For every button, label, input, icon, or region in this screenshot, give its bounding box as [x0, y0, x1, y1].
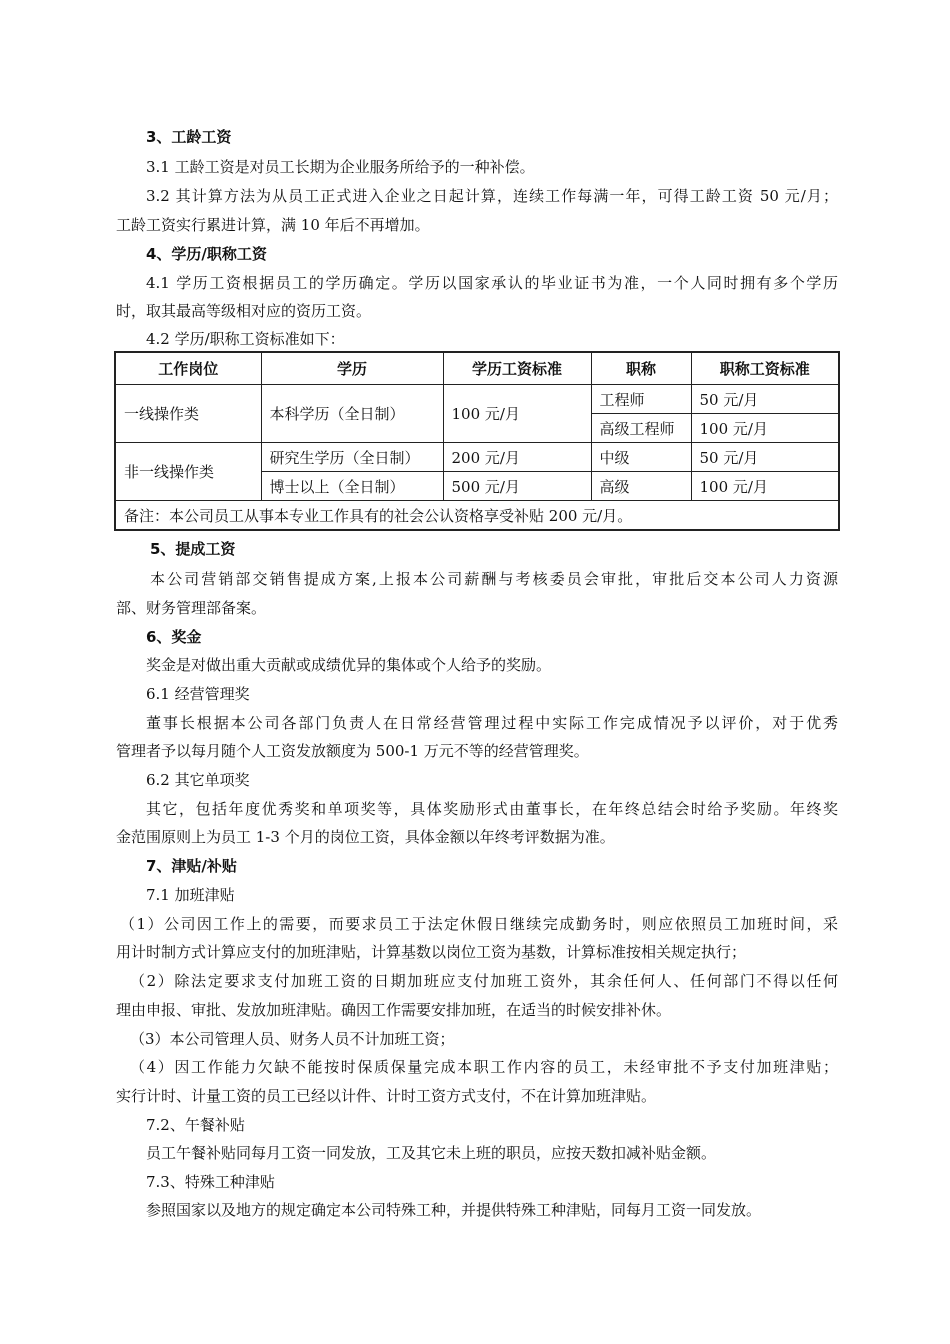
subheading-7-1: 7.1 加班津贴	[146, 886, 235, 904]
paragraph-3-1: 3.1 工龄工资是对员工长期为企业服务所给予的一种补偿。	[146, 158, 535, 176]
item-4-line2: 实行计时、计量工资的员工已经以计件、计时工资方式支付，不在计算加班津贴。	[116, 1087, 657, 1105]
item-1-line2: 用计时制方式计算应支付的加班津贴，计算基数以岗位工资为基数，计算标准按相关规定执行；	[116, 943, 747, 961]
item-1-line1: （1）公司因工作上的需要，而要求员工于法定休假日继续完成勤务时，则应依照员工加班时间，采	[120, 915, 838, 933]
cell-post: 一线操作类	[115, 385, 261, 443]
paragraph-6: 奖金是对做出重大贡献或成绩优异的集体或个人给予的奖励。	[146, 656, 552, 674]
item-2-line1: （2）除法定要求支付加班工资的日期加班应支付加班工资外，其余任何人、任何部门不得以任何	[130, 972, 838, 990]
cell-title-standard: 100 元/月	[691, 414, 839, 443]
paragraph-3-2-line1: 3.2 其计算方法为从员工正式进入企业之日起计算，连续工作每满一年，可得工龄工资 50 元/月；	[146, 187, 838, 205]
paragraph-4-1-line1: 4.1 学历工资根据员工的学历确定。学历以国家承认的毕业证书为准，一个人同时拥有多个学历	[146, 274, 838, 292]
header-education-standard: 学历工资标准	[443, 352, 591, 385]
header-title-standard: 职称工资标准	[691, 352, 839, 385]
paragraph-3-2-line2: 工龄工资实行累进计算，满 10 年后不再增加。	[116, 216, 430, 234]
cell-title-standard: 100 元/月	[691, 472, 839, 501]
subheading-7-2: 7.2、午餐补贴	[146, 1116, 245, 1134]
header-title: 职称	[591, 352, 691, 385]
table-note: 备注：本公司员工从事本专业工作具有的社会公认资格享受补贴 200 元/月。	[115, 501, 839, 531]
item-3: （3）本公司管理人员、财务人员不计加班工资；	[130, 1030, 455, 1048]
section-3-heading: 3、工龄工资	[146, 128, 232, 146]
subheading-6-1: 6.1 经营管理奖	[146, 685, 250, 703]
paragraph-6-1-line1: 董事长根据本公司各部门负责人在日常经营管理过程中实际工作完成情况予以评价，对于优秀	[146, 714, 838, 732]
cell-title-standard: 50 元/月	[691, 443, 839, 472]
paragraph-7-2: 员工午餐补贴同每月工资一同发放，工及其它未上班的职员，应按天数扣减补贴金额。	[146, 1144, 717, 1162]
paragraph-4-1-line2: 时，取其最高等级相对应的资历工资。	[116, 302, 372, 320]
section-7-heading: 7、津贴/补贴	[146, 857, 237, 875]
salary-standard-table	[114, 351, 840, 531]
subheading-7-3: 7.3、特殊工种津贴	[146, 1173, 275, 1191]
cell-education-standard: 500 元/月	[443, 472, 591, 501]
cell-education: 本科学历（全日制）	[261, 385, 443, 443]
header-post: 工作岗位	[115, 352, 261, 385]
cell-education-standard: 200 元/月	[443, 443, 591, 472]
paragraph-6-2-line1: 其它，包括年度优秀奖和单项奖等，具体奖励形式由董事长，在年终总结会时给予奖励。年终奖	[146, 800, 838, 818]
subheading-6-2: 6.2 其它单项奖	[146, 771, 250, 789]
header-education: 学历	[261, 352, 443, 385]
section-6-heading: 6、奖金	[146, 628, 202, 646]
cell-title: 高级工程师	[591, 414, 691, 443]
item-4-line1: （4）因工作能力欠缺不能按时保质保量完成本职工作内容的员工，未经审批不予支付加班津贴；	[130, 1058, 838, 1076]
cell-title-standard: 50 元/月	[691, 385, 839, 414]
paragraph-7-3: 参照国家以及地方的规定确定本公司特殊工种，并提供特殊工种津贴，同每月工资一同发放。	[146, 1201, 762, 1219]
paragraph-6-2-line2: 金范围原则上为员工 1-3 个月的岗位工资，具体金额以年终考评数据为准。	[116, 828, 615, 846]
table-header-row	[115, 352, 839, 385]
table-note-row	[115, 501, 839, 531]
cell-title: 高级	[591, 472, 691, 501]
cell-education: 研究生学历（全日制）	[261, 443, 443, 472]
cell-title: 中级	[591, 443, 691, 472]
paragraph-4-2: 4.2 学历/职称工资标准如下：	[146, 330, 345, 348]
item-2-line2: 理由申报、审批、发放加班津贴。确因工作需要安排加班，在适当的时候安排补休。	[116, 1001, 672, 1019]
section-5-heading: 5、提成工资	[150, 540, 236, 558]
paragraph-5-line1: 本公司营销部交销售提成方案,上报本公司薪酬与考核委员会审批，审批后交本公司人力资源	[150, 570, 838, 588]
table-row	[115, 443, 839, 472]
section-4-heading: 4、学历/职称工资	[146, 245, 267, 263]
table-row	[115, 385, 839, 414]
cell-education-standard: 100 元/月	[443, 385, 591, 443]
paragraph-5-line2: 部、财务管理部备案。	[116, 599, 267, 617]
cell-education: 博士以上（全日制）	[261, 472, 443, 501]
paragraph-6-1-line2: 管理者予以每月随个人工资发放额度为 500-1 万元不等的经营管理奖。	[116, 742, 589, 760]
cell-title: 工程师	[591, 385, 691, 414]
cell-post: 非一线操作类	[115, 443, 261, 501]
